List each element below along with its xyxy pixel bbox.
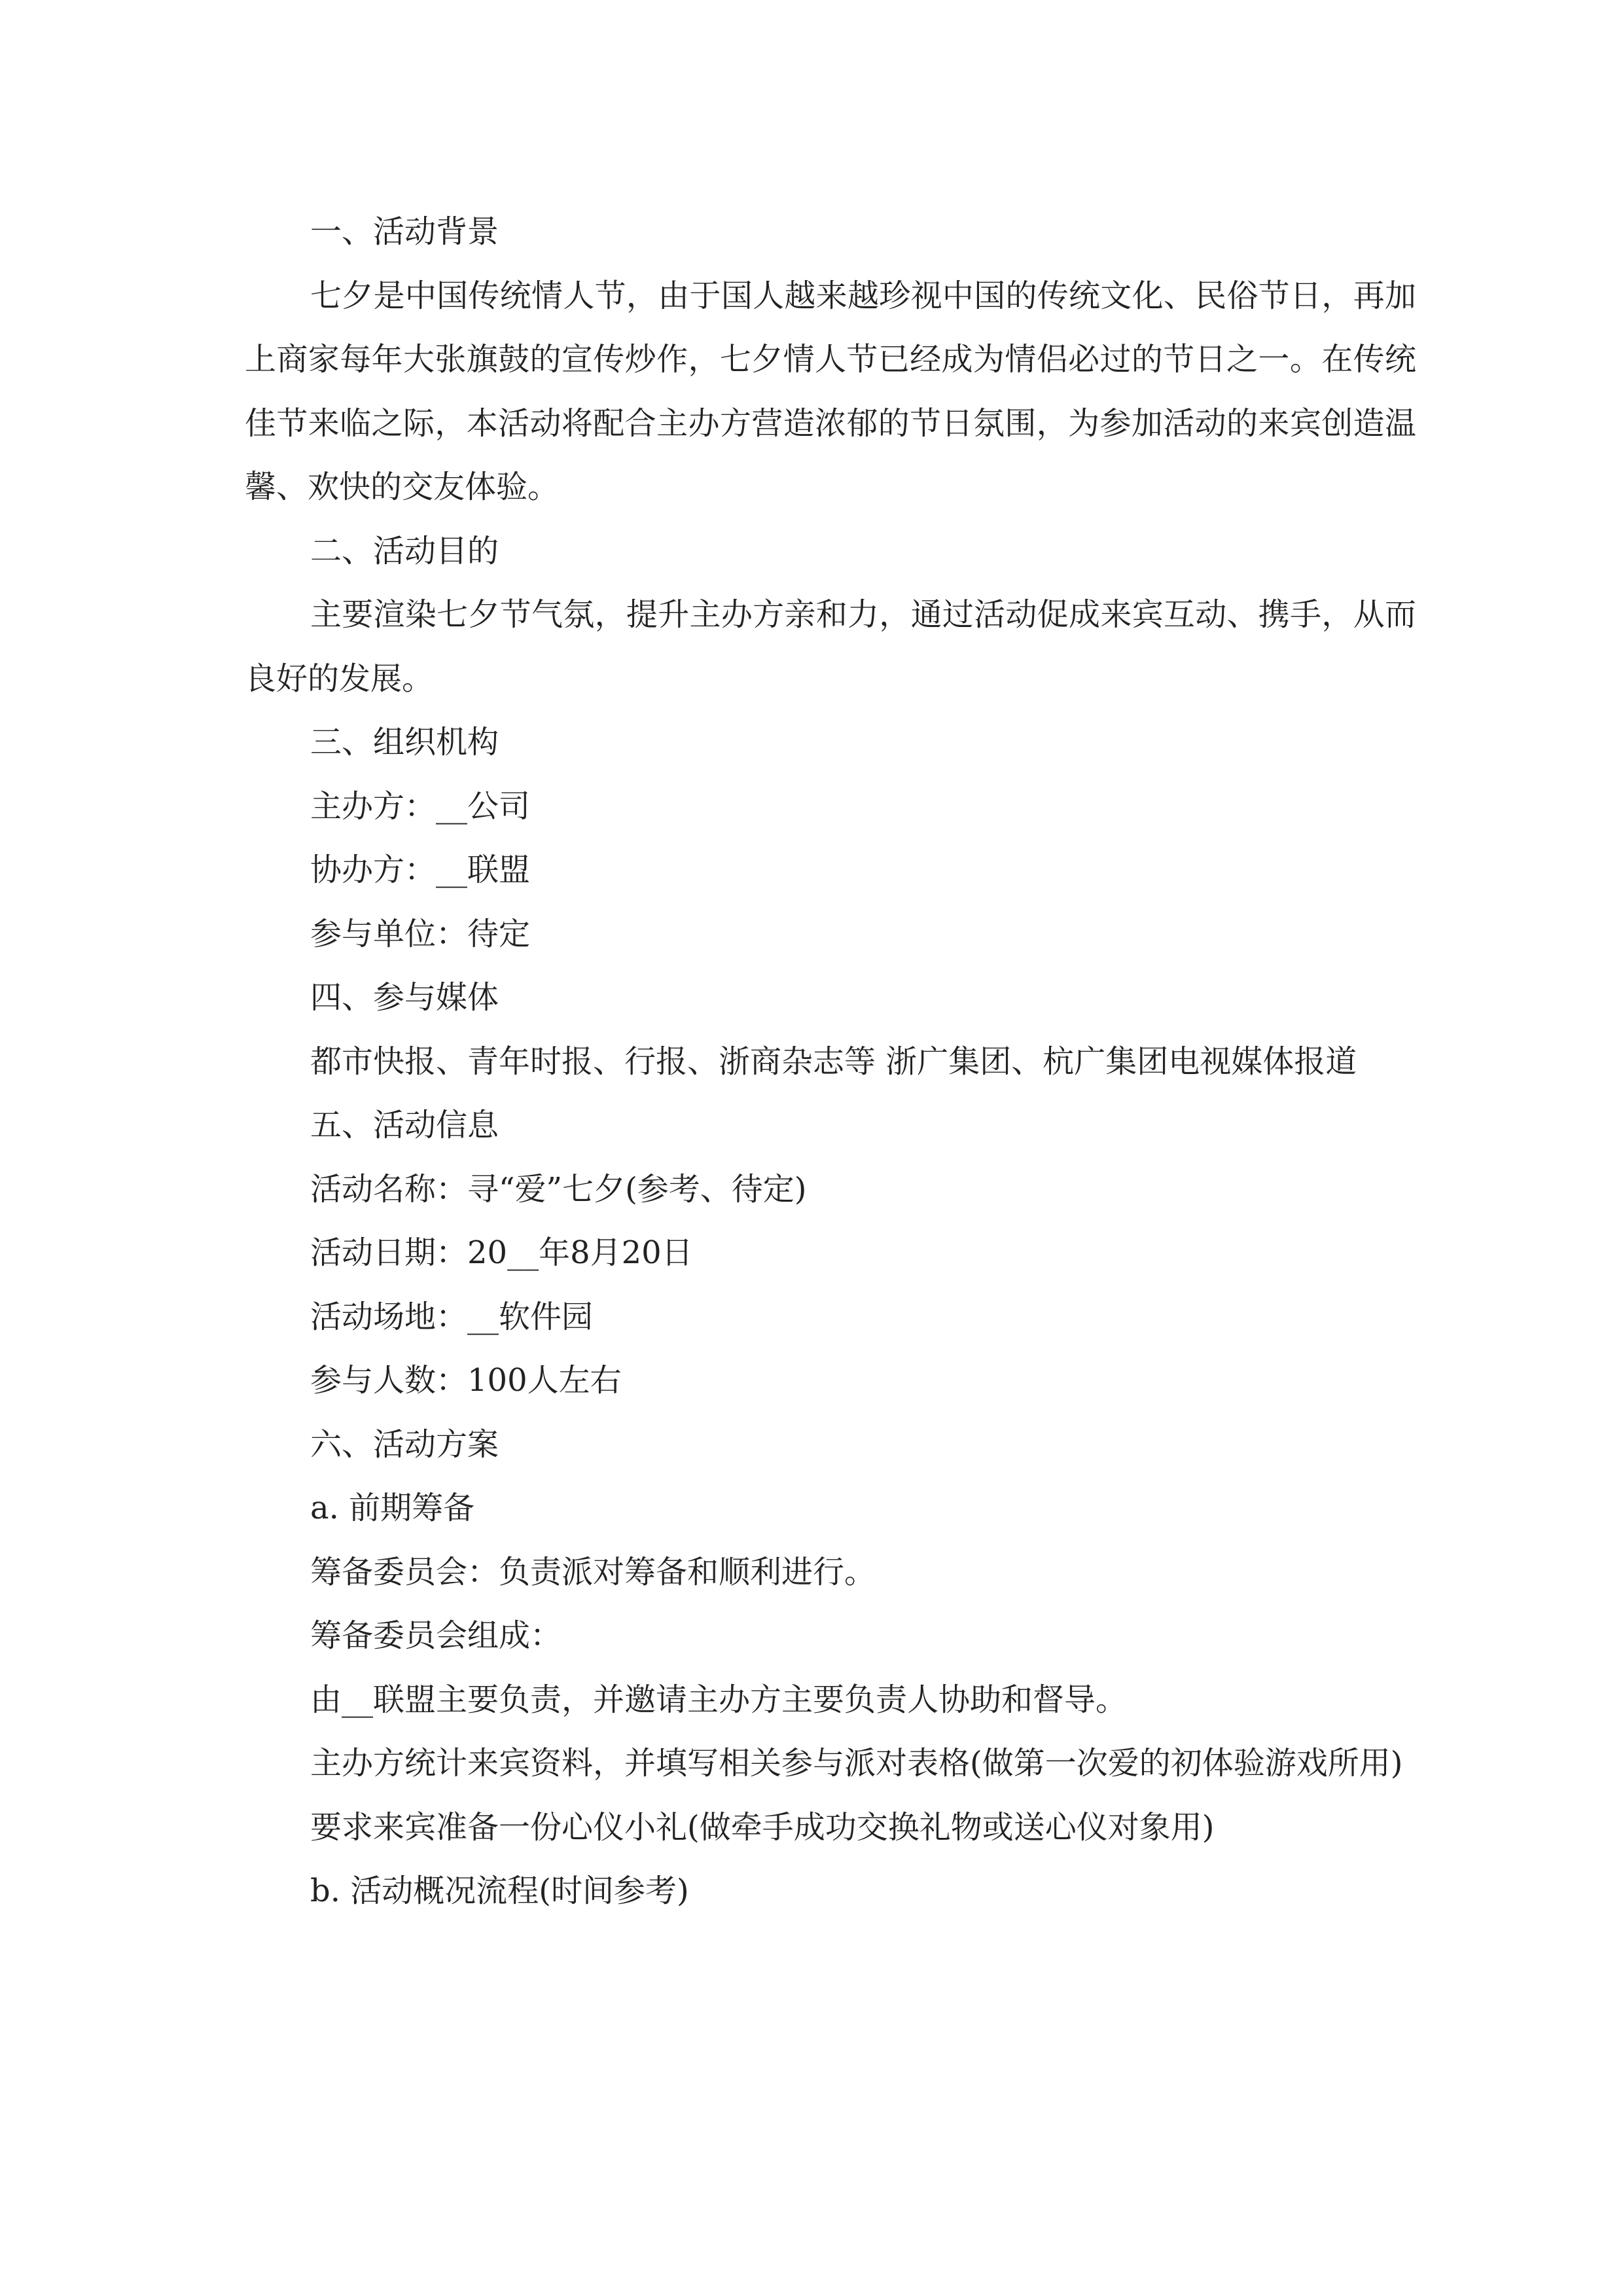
- section-heading-organization: 三、组织机构: [310, 724, 499, 761]
- section-heading-background: 一、活动背景: [310, 213, 499, 250]
- participants-line: 参与单位：待定: [310, 915, 531, 952]
- lead-organizer-line: 由__联盟主要负责，并邀请主办方主要负责人协助和督导。: [310, 1681, 1128, 1718]
- paragraph-media: 都市快报、青年时报、行报、浙商杂志等 浙广集团、杭广集团电视媒体报道: [310, 1043, 1357, 1080]
- gift-requirement-line: 要求来宾准备一份心仪小礼(做牵手成功交换礼物或送心仪对象用): [310, 1808, 1215, 1846]
- committee-composition-line: 筹备委员会组成：: [310, 1617, 562, 1654]
- section-heading-info: 五、活动信息: [310, 1107, 499, 1143]
- event-name-line: 活动名称：寻“爱”七夕(参考、待定): [310, 1170, 807, 1208]
- guest-data-paragraph: 主办方统计来宾资料，并填写相关参与派对表格(做第一次爱的初体验游戏所用): [310, 1745, 1403, 1782]
- organizer-line: 主办方：__公司: [310, 787, 531, 825]
- section-heading-media: 四、参与媒体: [310, 979, 499, 1016]
- event-venue-line: 活动场地：__软件园: [310, 1298, 594, 1335]
- subheading-process: b. 活动概况流程(时间参考): [310, 1873, 689, 1909]
- section-heading-purpose: 二、活动目的: [310, 532, 499, 569]
- paragraph-purpose: 主要渲染七夕节气氛，提升主办方亲和力，通过活动促成来宾互动、携手，从而良好的发展。: [245, 596, 1416, 697]
- subheading-preparation: a. 前期筹备: [310, 1490, 475, 1526]
- section-heading-plan: 六、活动方案: [310, 1426, 499, 1463]
- committee-line: 筹备委员会：负责派对筹备和顺利进行。: [310, 1553, 876, 1590]
- event-date-line: 活动日期：20__年8月20日: [310, 1234, 693, 1271]
- co-organizer-line: 协办方：__联盟: [310, 852, 531, 888]
- paragraph-background: 七夕是中国传统情人节，由于国人越来越珍视中国的传统文化、民俗节日，再加上商家每年大张旗鼓的宣传炒作，七夕情人节已经成为情侣必过的节日之一。在传统佳节来临之际，本活动将配合主办方营造浓郁的节日氛围，为参加活动的来宾创造温馨、欢快的交友体验。: [245, 277, 1416, 505]
- event-attendance-line: 参与人数：100人左右: [310, 1362, 622, 1399]
- document-body: [245, 200, 1416, 1924]
